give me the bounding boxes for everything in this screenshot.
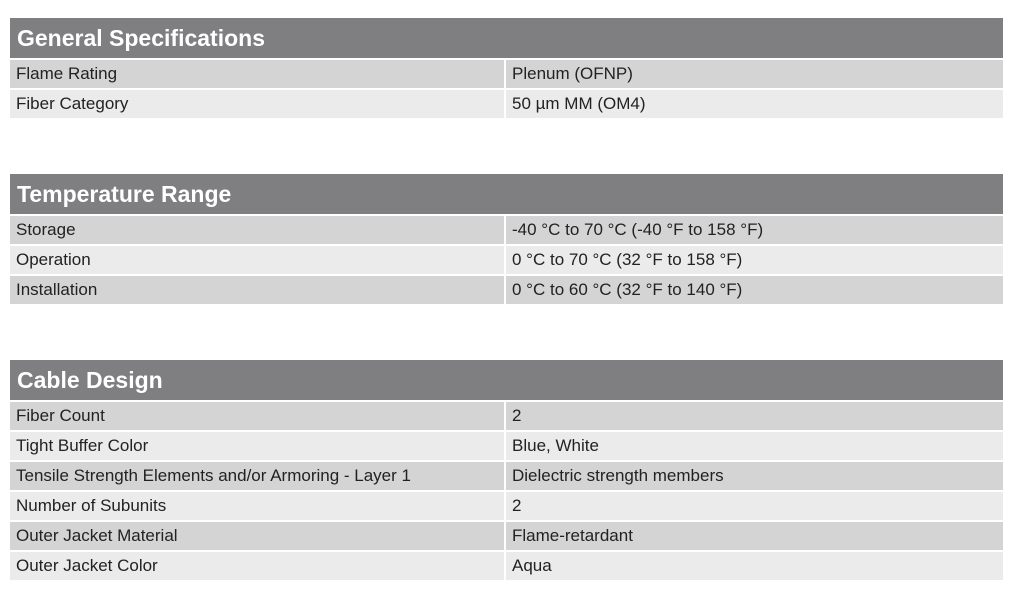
spec-value: Plenum (OFNP) bbox=[506, 60, 1003, 88]
section-title: Cable Design bbox=[10, 360, 1003, 400]
spec-value: Aqua bbox=[506, 552, 1003, 580]
spec-value: 2 bbox=[506, 492, 1003, 520]
table-row bbox=[10, 492, 1003, 520]
spec-value: 50 µm MM (OM4) bbox=[506, 90, 1003, 118]
general-specifications-table bbox=[10, 18, 1003, 118]
table-row bbox=[10, 432, 1003, 460]
spec-label: Fiber Category bbox=[10, 90, 504, 118]
spec-label: Outer Jacket Material bbox=[10, 522, 504, 550]
spec-value: Blue, White bbox=[506, 432, 1003, 460]
spec-label: Tight Buffer Color bbox=[10, 432, 504, 460]
spec-value: 2 bbox=[506, 402, 1003, 430]
table-row bbox=[10, 246, 1003, 274]
table-row bbox=[10, 402, 1003, 430]
spec-label: Outer Jacket Color bbox=[10, 552, 504, 580]
spec-label: Flame Rating bbox=[10, 60, 504, 88]
temperature-range-table bbox=[10, 174, 1003, 304]
spec-value: Dielectric strength members bbox=[506, 462, 1003, 490]
table-row bbox=[10, 552, 1003, 580]
spec-label: Installation bbox=[10, 276, 504, 304]
spec-label: Fiber Count bbox=[10, 402, 504, 430]
table-row bbox=[10, 276, 1003, 304]
table-row bbox=[10, 216, 1003, 244]
spec-value: Flame-retardant bbox=[506, 522, 1003, 550]
table-row bbox=[10, 60, 1003, 88]
spec-label: Tensile Strength Elements and/or Armoring - Layer 1 bbox=[10, 462, 504, 490]
table-row bbox=[10, 90, 1003, 118]
table-row bbox=[10, 462, 1003, 490]
table-row bbox=[10, 522, 1003, 550]
spec-label: Storage bbox=[10, 216, 504, 244]
section-title: Temperature Range bbox=[10, 174, 1003, 214]
spec-value: -40 °C to 70 °C (-40 °F to 158 °F) bbox=[506, 216, 1003, 244]
cable-design-table bbox=[10, 360, 1003, 580]
section-title: General Specifications bbox=[10, 18, 1003, 58]
spec-value: 0 °C to 70 °C (32 °F to 158 °F) bbox=[506, 246, 1003, 274]
spec-value: 0 °C to 60 °C (32 °F to 140 °F) bbox=[506, 276, 1003, 304]
spec-label: Number of Subunits bbox=[10, 492, 504, 520]
spec-label: Operation bbox=[10, 246, 504, 274]
